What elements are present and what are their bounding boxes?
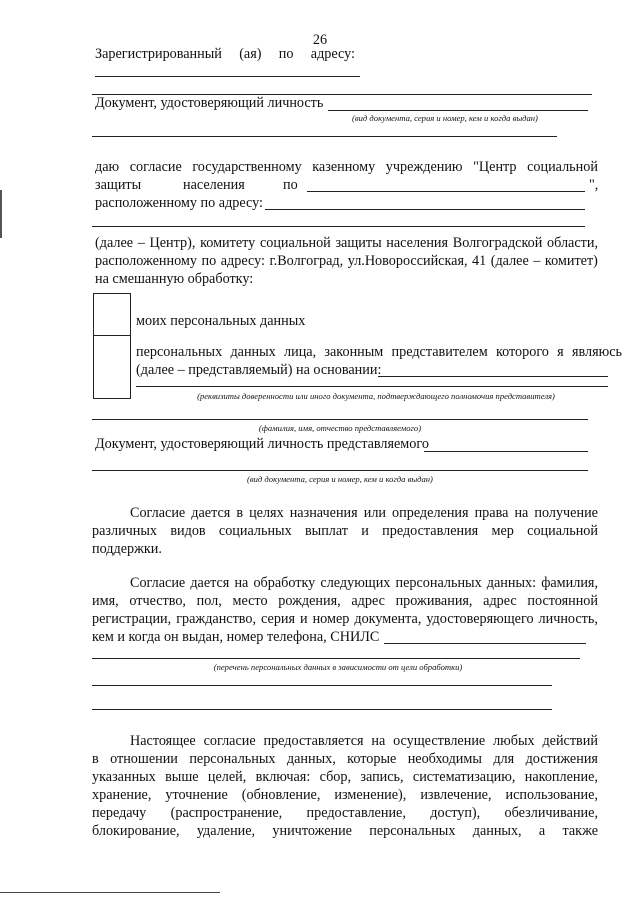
- word: доступ),: [430, 805, 481, 821]
- word: любых: [493, 733, 535, 749]
- word: которые: [347, 751, 397, 767]
- proxy-basis-field[interactable]: [378, 376, 608, 377]
- word: рождения,: [278, 593, 341, 609]
- personal-data-list-line-2: [92, 658, 580, 659]
- word: и: [300, 611, 308, 627]
- purpose-line-1: [130, 504, 598, 522]
- word: личность,: [538, 611, 598, 627]
- word: комитету: [200, 235, 256, 251]
- actions-line-5: [92, 804, 598, 822]
- word: проживания,: [395, 593, 473, 609]
- word: осуществление: [393, 733, 486, 749]
- word: дается: [191, 505, 231, 521]
- word: области,: [547, 235, 598, 251]
- word: изменение),: [334, 787, 407, 803]
- institution-name-field[interactable]: [307, 191, 585, 192]
- consent-word-po: по: [283, 177, 298, 193]
- word: данных,: [286, 751, 336, 767]
- center-line-3: на смешанную обработку:: [95, 271, 254, 287]
- word: социальной: [527, 159, 598, 175]
- proxy-basis-line-2: [136, 386, 608, 387]
- word: (далее: [490, 253, 529, 269]
- word: мер: [491, 523, 514, 539]
- word: учреждению: [385, 159, 463, 175]
- word: на: [234, 575, 249, 591]
- word: персональных: [369, 823, 456, 839]
- consent-line-2: [95, 176, 598, 194]
- word: даю: [95, 159, 120, 175]
- word: населения: [386, 235, 449, 251]
- word: предоставление,: [306, 805, 406, 821]
- word: на: [514, 505, 529, 521]
- word: (ая): [239, 46, 262, 62]
- word: права: [474, 505, 509, 521]
- word: регистрации,: [92, 611, 172, 627]
- represented-document-caption: (вид документа, серия и номер, кем и когда выдан): [247, 474, 433, 484]
- word: дается: [190, 575, 230, 591]
- word: а: [538, 823, 546, 839]
- word: целей,: [207, 769, 247, 785]
- word: передачу: [92, 805, 147, 821]
- word: номер: [312, 611, 350, 627]
- word: социальной: [259, 235, 331, 251]
- word: достижения: [525, 751, 598, 767]
- word: казенному: [312, 159, 376, 175]
- own-data-checkbox[interactable]: [93, 293, 131, 337]
- represented-line-1: [136, 343, 622, 361]
- word: предоставления: [382, 523, 479, 539]
- word: данных,: [472, 823, 522, 839]
- actions-line-2: [92, 750, 598, 768]
- word: по: [278, 46, 294, 62]
- word: действий: [542, 733, 598, 749]
- word: выплат: [304, 523, 349, 539]
- word: указанных: [92, 769, 156, 785]
- word: (далее: [95, 235, 134, 251]
- personal-data-list-line-3: [92, 685, 552, 686]
- word: государственному: [192, 159, 302, 175]
- word: отчество,: [129, 593, 186, 609]
- word: накопление,: [524, 769, 598, 785]
- word: хранение,: [92, 787, 152, 803]
- word: персональных: [136, 344, 223, 360]
- word: серия: [261, 611, 296, 627]
- center-line-2: [95, 252, 598, 270]
- proxy-document-caption: (реквизиты доверенности или иного документа, подтверждающего полномочия представителя): [197, 391, 555, 401]
- word: Волгоградской: [452, 235, 543, 251]
- word: представителем: [391, 344, 488, 360]
- word: данных: [230, 344, 276, 360]
- word: согласие: [203, 733, 256, 749]
- word: получение: [534, 505, 598, 521]
- word: адресу:: [310, 46, 355, 62]
- represented-name-field[interactable]: [92, 419, 588, 420]
- consent-word-naseleniya: населения: [183, 177, 245, 193]
- word: удаление,: [196, 823, 256, 839]
- word: включая:: [255, 769, 311, 785]
- word: расположенному: [95, 253, 197, 269]
- actions-line-3: [92, 768, 598, 786]
- consent-line-2-end: ",: [589, 177, 599, 193]
- represented-data-checkbox[interactable]: [93, 335, 131, 399]
- word: которого: [495, 344, 549, 360]
- word: обработку: [253, 575, 316, 591]
- word: блокирование,: [92, 823, 180, 839]
- word: различных: [92, 523, 158, 539]
- personal-data-list-line-4: [92, 709, 552, 710]
- word: комитет): [544, 253, 598, 269]
- word: Настоящее: [130, 733, 196, 749]
- word: защиты: [335, 235, 382, 251]
- data-line-4: кем и когда он выдан, номер телефона, СНИЛС: [92, 629, 380, 645]
- institution-address-field[interactable]: [265, 209, 585, 210]
- consent-line-1: [95, 158, 598, 176]
- word: персональных: [189, 751, 276, 767]
- identity-document-field[interactable]: [328, 110, 588, 111]
- word: в: [236, 505, 244, 521]
- data-line-1: [130, 574, 598, 592]
- word: пол,: [196, 593, 222, 609]
- word: лица,: [284, 344, 317, 360]
- word: имя,: [92, 593, 119, 609]
- scan-edge-mark: [0, 190, 2, 238]
- word: –: [137, 235, 145, 251]
- represented-document-label: Документ, удостоверяющий личность представляемого: [95, 436, 429, 452]
- represented-line-2: (далее – представляемый) на основании:: [136, 362, 382, 378]
- word: я: [557, 344, 564, 360]
- word: ул.Новороссийская,: [347, 253, 468, 269]
- registered-address-line-1: [95, 76, 360, 77]
- identity-document-caption: (вид документа, серия и номер, кем и когда выдан): [352, 113, 538, 123]
- word: запись,: [360, 769, 404, 785]
- word: выше: [165, 769, 199, 785]
- word: гражданство,: [176, 611, 257, 627]
- word: целях: [249, 505, 284, 521]
- word: социальных: [218, 523, 292, 539]
- word: адрес: [483, 593, 517, 609]
- actions-line-1: [130, 732, 598, 750]
- data-line-3: [92, 610, 598, 628]
- word: или: [363, 505, 386, 521]
- word: и: [361, 523, 369, 539]
- personal-data-list-field[interactable]: [384, 643, 586, 644]
- word: следующих: [320, 575, 391, 591]
- word: уточнение: [165, 787, 228, 803]
- word: видов: [170, 523, 206, 539]
- word: место: [232, 593, 268, 609]
- word: 41: [472, 253, 487, 269]
- word: социальной: [527, 523, 598, 539]
- footnote-separator: [0, 892, 220, 893]
- word: г.Волгоград,: [269, 253, 344, 269]
- consent-word-zashchity: защиты: [95, 177, 142, 193]
- word: в: [92, 751, 99, 767]
- word: Зарегистрированный: [95, 46, 222, 62]
- registered-address-label: [95, 45, 355, 63]
- data-line-2: [92, 592, 598, 610]
- word: данных:: [486, 575, 537, 591]
- word: извлечение,: [420, 787, 492, 803]
- purpose-line-3: поддержки.: [92, 541, 162, 557]
- word: законным: [324, 344, 384, 360]
- page-number: 26: [312, 32, 328, 48]
- word: являюсь: [571, 344, 622, 360]
- identity-document-label: Документ, удостоверяющий личность: [95, 95, 324, 111]
- word: предоставляется: [263, 733, 364, 749]
- own-data-label: моих персональных данных: [136, 313, 306, 329]
- word: Центр),: [149, 235, 196, 251]
- word: уничтожение: [272, 823, 352, 839]
- word: фамилия,: [541, 575, 598, 591]
- personal-data-caption: (перечень персональных данных в зависимости от цели обработки): [213, 662, 463, 672]
- word: согласие: [129, 159, 182, 175]
- institution-address-line-2: [92, 226, 585, 227]
- purpose-line-2: [92, 522, 598, 540]
- word: назначения: [289, 505, 358, 521]
- identity-document-line-2: [92, 136, 557, 137]
- represented-document-line-2: [92, 470, 588, 471]
- actions-line-4: [92, 786, 598, 804]
- represented-document-field[interactable]: [424, 451, 588, 452]
- word: использование,: [505, 787, 598, 803]
- center-line-1: [95, 234, 598, 252]
- word: постоянной: [527, 593, 598, 609]
- word: необходимы: [407, 751, 482, 767]
- actions-line-6: [92, 822, 598, 840]
- word: обезличивание,: [504, 805, 598, 821]
- represented-name-caption: (фамилия, имя, отчество представляемого): [258, 423, 422, 433]
- word: (распространение,: [170, 805, 283, 821]
- word: –: [533, 253, 541, 269]
- word: "Центр: [473, 159, 517, 175]
- word: систематизацию,: [412, 769, 516, 785]
- word: адрес: [351, 593, 385, 609]
- word: определения: [392, 505, 469, 521]
- word: адресу:: [220, 253, 265, 269]
- word: (обновление,: [241, 787, 321, 803]
- word: Согласие: [130, 575, 186, 591]
- word: сбор,: [319, 769, 352, 785]
- word: отношении: [110, 751, 178, 767]
- word: персональных: [395, 575, 482, 591]
- word: Согласие: [130, 505, 186, 521]
- word: удостоверяющего: [426, 611, 534, 627]
- word: документа,: [354, 611, 422, 627]
- word: для: [493, 751, 515, 767]
- word: на: [371, 733, 386, 749]
- consent-address-label: расположенному по адресу:: [95, 195, 263, 211]
- word: также: [562, 823, 598, 839]
- word: по: [201, 253, 217, 269]
